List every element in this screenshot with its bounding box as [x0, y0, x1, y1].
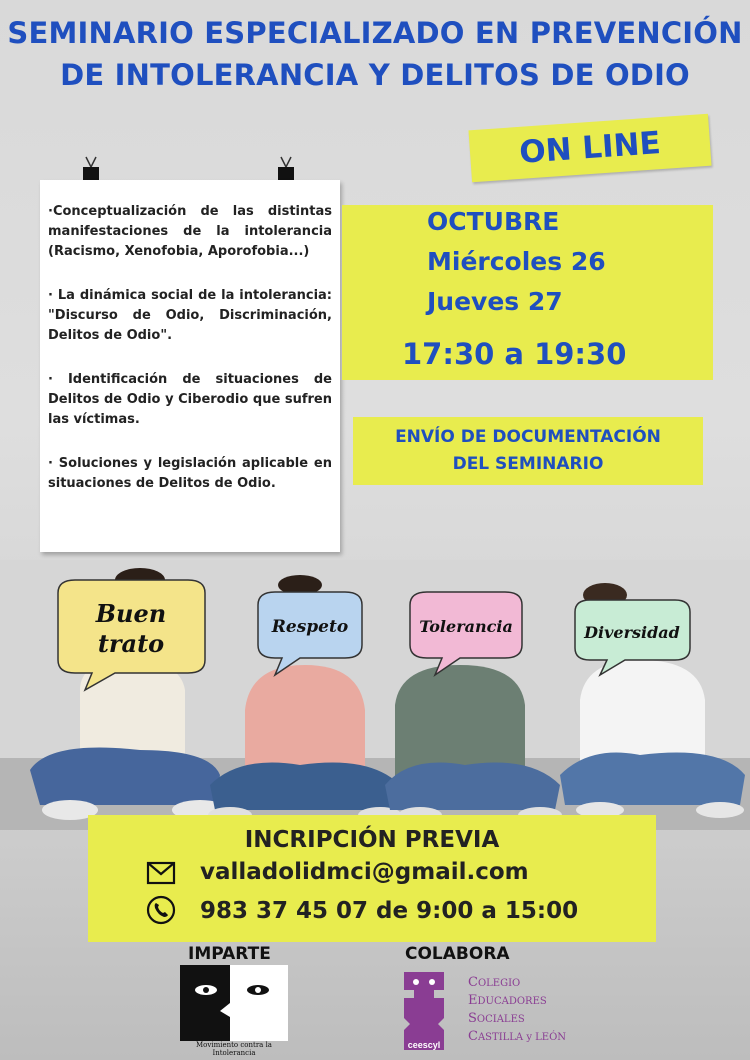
topic-item: · La dinámica social de la intolerancia: "Discurso de Odio, Discriminación, Delitos de Odio". — [48, 288, 332, 343]
title-line-2: DE INTOLERANCIA Y DELITOS DE ODIO — [60, 58, 690, 92]
bubble-buen: Buen — [95, 599, 167, 628]
ceescyl-logo-icon — [400, 968, 567, 1053]
svg-text:SOCIALES: SOCIALES — [468, 1011, 525, 1026]
registration-box — [88, 815, 656, 942]
topics-list — [40, 180, 340, 494]
people-photo — [0, 560, 750, 830]
topic-item: · Identificación de situaciones de Delitos de Odio y Ciberodio que sufren las víctimas. — [48, 372, 332, 427]
bubble-tolerancia: Tolerancia — [419, 617, 513, 636]
registration-phone[interactable]: 983 37 45 07 de 9:00 a 15:00 — [200, 898, 579, 924]
svg-text:CASTILLA y LEÓN: CASTILLA y LEÓN — [468, 1029, 567, 1044]
schedule-day-2: Jueves 27 — [427, 287, 563, 316]
schedule-month: OCTUBRE — [427, 207, 560, 236]
registration-email[interactable]: valladolidmci@gmail.com — [200, 859, 529, 885]
mci-logo-icon — [180, 965, 288, 1041]
phone-icon — [146, 895, 176, 925]
colabora-label: COLABORA — [405, 944, 510, 964]
title-line-1: SEMINARIO ESPECIALIZADO EN PREVENCIÓN — [7, 16, 743, 50]
registration-title: INCRIPCIÓN PREVIA — [244, 827, 500, 853]
online-tag: ON LINE — [468, 114, 711, 183]
schedule-box — [342, 205, 713, 380]
mci-logo — [180, 965, 288, 1057]
documentation-line-2: DEL SEMINARIO — [452, 454, 604, 474]
svg-text:COLEGIO: COLEGIO — [468, 975, 521, 990]
topic-item: ·Conceptualización de las distintas manifestaciones de la intolerancia (Racismo, Xenofobia, Aporofobia...) — [48, 204, 332, 259]
mci-logo-caption: Movimiento contra la Intolerancia — [196, 1041, 272, 1057]
documentation-line-1: ENVÍO DE DOCUMENTACIÓN — [395, 427, 661, 447]
envelope-icon — [146, 861, 176, 885]
topics-note — [40, 180, 340, 552]
svg-text:ceescyl: ceescyl — [407, 1040, 441, 1050]
schedule-time: 17:30 a 19:30 — [402, 337, 627, 371]
documentation-box — [353, 417, 703, 485]
bubble-diversidad: Diversidad — [584, 623, 680, 642]
bubble-trato: trato — [97, 629, 165, 658]
imparte-label: IMPARTE — [188, 944, 271, 964]
bubble-respeto: Respeto — [271, 617, 349, 637]
ceescyl-logo — [400, 968, 567, 1053]
svg-text:EDUCADORES: EDUCADORES — [468, 993, 547, 1008]
poster-title — [0, 12, 750, 96]
topic-item: · Soluciones y legislación aplicable en situaciones de Delitos de Odio. — [48, 456, 332, 491]
schedule-day-1: Miércoles 26 — [427, 247, 606, 276]
